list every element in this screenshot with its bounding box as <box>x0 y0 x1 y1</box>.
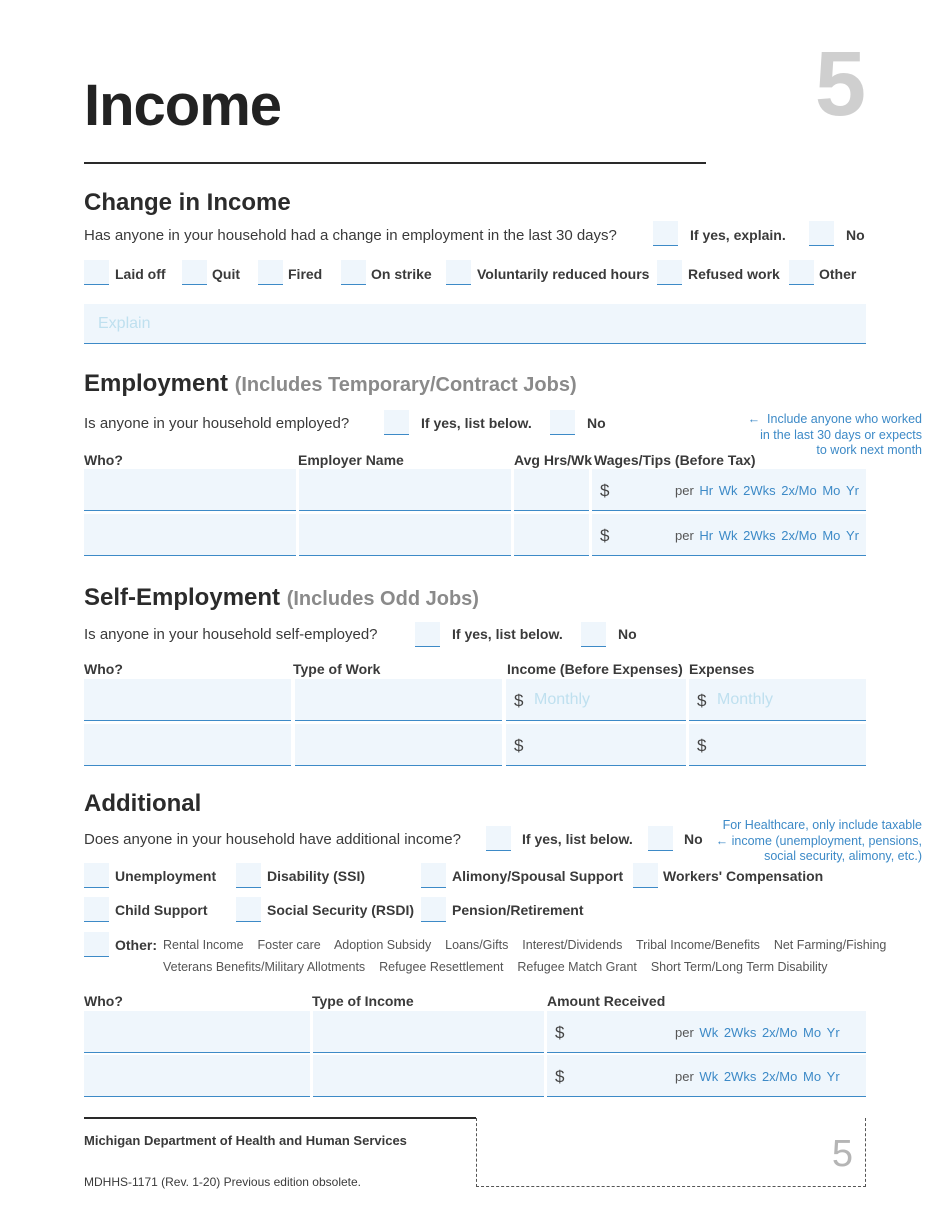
freq-wk[interactable]: Wk <box>718 528 738 543</box>
currency-symbol: $ <box>555 1067 565 1086</box>
emp-hours-field[interactable] <box>514 514 589 556</box>
freq-yr[interactable]: Yr <box>826 1025 840 1040</box>
freq-hr[interactable]: Hr <box>699 483 714 498</box>
other-reason-label: Other <box>819 266 857 282</box>
freq-2wks[interactable]: 2Wks <box>723 1069 757 1084</box>
col-who: Who? <box>84 452 123 468</box>
add-type-field[interactable] <box>313 1011 544 1053</box>
col-amount: Amount Received <box>547 993 666 1009</box>
currency-symbol: $ <box>697 691 707 710</box>
add-amount-field[interactable] <box>547 1011 866 1053</box>
employment-no-label: No <box>587 415 606 431</box>
self-yes-checkbox[interactable] <box>415 622 440 647</box>
left-arrow-icon: ← <box>715 833 729 848</box>
freq-mo[interactable]: Mo <box>822 528 841 543</box>
change-yes-checkbox[interactable] <box>653 221 678 246</box>
emp-wages-field[interactable] <box>592 514 866 556</box>
currency-symbol: $ <box>514 736 524 755</box>
workers-comp-label: Workers' Compensation <box>663 868 824 884</box>
wages-frequency: per Hr Wk 2Wks 2x/Mo Mo Yr <box>675 528 860 543</box>
self-employment-subheading: (Includes Odd Jobs) <box>286 588 479 610</box>
employment-subheading: (Includes Temporary/Contract Jobs) <box>234 374 577 396</box>
other-income-checkbox[interactable] <box>84 932 109 957</box>
workers-comp-checkbox[interactable] <box>633 863 658 888</box>
freq-mo[interactable]: Mo <box>802 1069 822 1084</box>
self-who-field[interactable] <box>84 679 291 721</box>
additional-no-label: No <box>684 831 703 847</box>
col-type-of-work: Type of Work <box>293 661 381 677</box>
laid-off-checkbox[interactable] <box>84 260 109 285</box>
self-income-field[interactable] <box>506 679 686 721</box>
fired-label: Fired <box>288 266 323 282</box>
currency-symbol: $ <box>600 481 610 500</box>
employment-question: Is anyone in your household employed? <box>84 415 350 432</box>
employment-no-checkbox[interactable] <box>550 410 575 435</box>
child-support-label: Child Support <box>115 902 208 918</box>
disability-checkbox[interactable] <box>236 863 261 888</box>
self-who-field[interactable] <box>84 724 291 766</box>
employment-heading: Employment (Includes Temporary/Contract Jobs) <box>84 370 577 397</box>
col-wages: Wages/Tips (Before Tax) <box>594 452 756 468</box>
emp-hours-field[interactable] <box>514 469 589 511</box>
add-who-field[interactable] <box>84 1011 310 1053</box>
self-expenses-field[interactable] <box>689 679 866 721</box>
freq-2xmo[interactable]: 2x/Mo <box>761 1069 798 1084</box>
self-no-label: No <box>618 626 637 642</box>
child-support-checkbox[interactable] <box>84 897 109 922</box>
freq-2xmo[interactable]: 2x/Mo <box>781 528 817 543</box>
other-income-label: Other: <box>115 937 157 953</box>
additional-yes-checkbox[interactable] <box>486 826 511 851</box>
emp-employer-field[interactable] <box>299 514 511 556</box>
change-yes-label: If yes, explain. <box>690 227 786 243</box>
page-title: Income <box>84 73 282 138</box>
quit-label: Quit <box>212 266 240 282</box>
employment-note: ← Include anyone who worked in the last 30 days or expects to work next month <box>747 412 922 458</box>
pension-checkbox[interactable] <box>421 897 446 922</box>
department-name: Michigan Department of Health and Human Services <box>84 1133 407 1148</box>
freq-yr[interactable]: Yr <box>846 483 860 498</box>
col-who: Who? <box>84 993 123 1009</box>
refused-work-checkbox[interactable] <box>657 260 682 285</box>
amount-frequency: per Wk 2Wks 2x/Mo Mo Yr <box>675 1025 840 1040</box>
additional-heading: Additional <box>84 790 202 817</box>
self-work-field[interactable] <box>295 679 502 721</box>
page-box <box>476 1118 866 1187</box>
title-rule <box>84 162 706 164</box>
other-income-list: Veterans Benefits/Military Allotments Refugee Resettlement Refugee Match Grant Short Term/Long Term Disability <box>163 960 828 974</box>
alimony-checkbox[interactable] <box>421 863 446 888</box>
freq-wk[interactable]: Wk <box>699 1025 719 1040</box>
alimony-label: Alimony/Spousal Support <box>452 868 624 884</box>
emp-who-field[interactable] <box>84 514 296 556</box>
change-no-checkbox[interactable] <box>809 221 834 246</box>
change-no-label: No <box>846 227 865 243</box>
freq-wk[interactable]: Wk <box>718 483 738 498</box>
add-type-field[interactable] <box>313 1055 544 1097</box>
freq-2wks[interactable]: 2Wks <box>743 528 776 543</box>
self-employment-question: Is anyone in your household self-employed? <box>84 626 378 643</box>
freq-mo[interactable]: Mo <box>802 1025 822 1040</box>
freq-mo[interactable]: Mo <box>822 483 841 498</box>
additional-yes-label: If yes, list below. <box>522 831 633 847</box>
form-id: MDHHS-1171 (Rev. 1-20) Previous edition obsolete. <box>84 1175 362 1189</box>
col-income: Income (Before Expenses) <box>507 661 683 677</box>
refused-work-label: Refused work <box>688 266 780 282</box>
on-strike-checkbox[interactable] <box>341 260 366 285</box>
monthly-placeholder: Monthly <box>717 691 774 708</box>
self-income-field[interactable] <box>506 724 686 766</box>
freq-hr[interactable]: Hr <box>699 528 714 543</box>
freq-2xmo[interactable]: 2x/Mo <box>781 483 817 498</box>
currency-symbol: $ <box>600 526 610 545</box>
additional-no-checkbox[interactable] <box>648 826 673 851</box>
disability-label: Disability (SSI) <box>267 868 366 884</box>
unemployment-label: Unemployment <box>115 868 217 884</box>
emp-wages-field[interactable] <box>592 469 866 511</box>
social-security-checkbox[interactable] <box>236 897 261 922</box>
change-heading: Change in Income <box>84 189 291 216</box>
self-yes-label: If yes, list below. <box>452 626 563 642</box>
other-reason-checkbox[interactable] <box>789 260 814 285</box>
left-arrow-icon: ← <box>747 412 761 426</box>
monthly-placeholder: Monthly <box>534 691 591 708</box>
reduced-hours-checkbox[interactable] <box>446 260 471 285</box>
pension-label: Pension/Retirement <box>452 902 584 918</box>
employment-yes-checkbox[interactable] <box>384 410 409 435</box>
section-number: 5 <box>814 33 866 135</box>
self-work-field[interactable] <box>295 724 502 766</box>
col-type-of-income: Type of Income <box>312 993 414 1009</box>
footer-page-number: 5 <box>831 1133 853 1175</box>
explain-field[interactable] <box>84 304 866 344</box>
add-amount-field[interactable] <box>547 1055 866 1097</box>
unemployment-checkbox[interactable] <box>84 863 109 888</box>
freq-2wks[interactable]: 2Wks <box>723 1025 757 1040</box>
self-employment-heading: Self-Employment (Includes Odd Jobs) <box>84 584 479 611</box>
col-who: Who? <box>84 661 123 677</box>
currency-symbol: $ <box>555 1023 565 1042</box>
laid-off-label: Laid off <box>115 266 166 282</box>
freq-yr[interactable]: Yr <box>846 528 860 543</box>
emp-who-field[interactable] <box>84 469 296 511</box>
wages-frequency: per Hr Wk 2Wks 2x/Mo Mo Yr <box>675 483 860 498</box>
employment-yes-label: If yes, list below. <box>421 415 532 431</box>
col-expenses: Expenses <box>689 661 755 677</box>
freq-2wks[interactable]: 2Wks <box>743 483 776 498</box>
change-question: Has anyone in your household had a change in employment in the last 30 days? <box>84 227 617 244</box>
healthcare-note: For Healthcare, only include taxable ← income (unemployment, pensions, social security, alimony, etc.) <box>715 818 922 864</box>
additional-question: Does anyone in your household have additional income? <box>84 831 461 848</box>
other-income-list: Rental Income Foster care Adoption Subsidy Loans/Gifts Interest/Dividends Tribal Income/Benefits Net Farming/Fishing <box>163 938 887 952</box>
on-strike-label: On strike <box>371 266 432 282</box>
reduced-hours-label: Voluntarily reduced hours <box>477 266 650 282</box>
quit-checkbox[interactable] <box>182 260 207 285</box>
self-no-checkbox[interactable] <box>581 622 606 647</box>
emp-employer-field[interactable] <box>299 469 511 511</box>
footer-rule <box>84 1117 476 1119</box>
add-who-field[interactable] <box>84 1055 310 1097</box>
freq-yr[interactable]: Yr <box>826 1069 840 1084</box>
currency-symbol: $ <box>514 691 524 710</box>
currency-symbol: $ <box>697 736 707 755</box>
col-hours: Avg Hrs/Wk <box>514 452 593 468</box>
social-security-label: Social Security (RSDI) <box>267 902 415 918</box>
freq-wk[interactable]: Wk <box>699 1069 719 1084</box>
self-expenses-field[interactable] <box>689 724 866 766</box>
freq-2xmo[interactable]: 2x/Mo <box>761 1025 798 1040</box>
fired-checkbox[interactable] <box>258 260 283 285</box>
explain-placeholder: Explain <box>98 315 151 332</box>
amount-frequency: per Wk 2Wks 2x/Mo Mo Yr <box>675 1069 840 1084</box>
col-employer: Employer Name <box>298 452 404 468</box>
